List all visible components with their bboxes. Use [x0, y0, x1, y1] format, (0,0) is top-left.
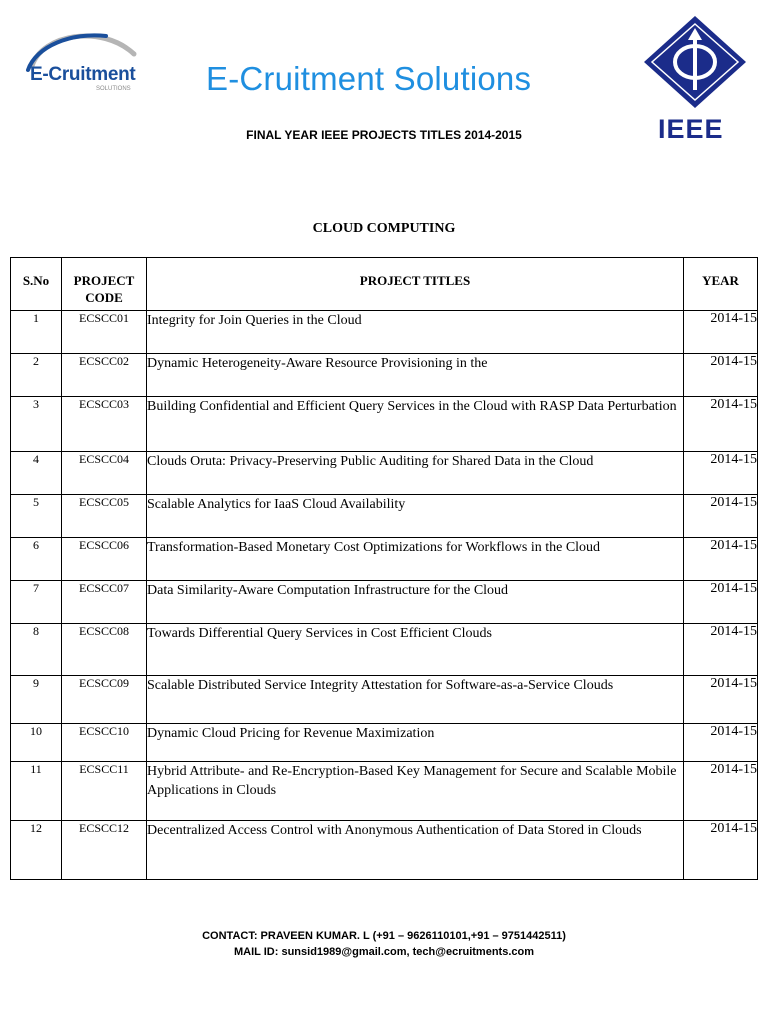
table-row [11, 676, 758, 724]
table-row [11, 724, 758, 762]
row-year: 2014-15 [684, 452, 758, 495]
footer-mail: MAIL ID: sunsid1989@gmail.com, tech@ecruitments.com [234, 946, 534, 958]
table-header-row [11, 258, 758, 311]
row-project-code: ECSCC02 [62, 354, 147, 397]
ieee-text: IEEE [658, 114, 724, 144]
row-project-code: ECSCC04 [62, 452, 147, 495]
row-project-title: Scalable Analytics for IaaS Cloud Availability [147, 495, 684, 538]
row-project-code: ECSCC06 [62, 538, 147, 581]
row-year: 2014-15 [684, 821, 758, 880]
row-project-title: Integrity for Join Queries in the Cloud [147, 311, 684, 354]
row-year: 2014-15 [684, 495, 758, 538]
column-header-year: YEAR [684, 258, 758, 311]
column-header-sno: S.No [11, 258, 62, 311]
row-sno: 10 [11, 724, 62, 762]
footer [0, 928, 768, 960]
row-project-title: Clouds Oruta: Privacy-Preserving Public Auditing for Shared Data in the Cloud [147, 452, 684, 495]
row-year: 2014-15 [684, 676, 758, 724]
row-year: 2014-15 [684, 762, 758, 821]
row-project-code: ECSCC12 [62, 821, 147, 880]
row-year: 2014-15 [684, 354, 758, 397]
row-year: 2014-15 [684, 581, 758, 624]
table-row [11, 581, 758, 624]
row-project-title: Towards Differential Query Services in Cost Efficient Clouds [147, 624, 684, 676]
row-sno: 9 [11, 676, 62, 724]
row-project-code: ECSCC08 [62, 624, 147, 676]
row-year: 2014-15 [684, 397, 758, 452]
table-row [11, 452, 758, 495]
row-project-code: ECSCC01 [62, 311, 147, 354]
ieee-diamond-icon [640, 14, 750, 110]
logo-text: E-Cruitment [30, 64, 136, 85]
row-project-title: Dynamic Cloud Pricing for Revenue Maximization [147, 724, 684, 762]
row-year: 2014-15 [684, 624, 758, 676]
row-sno: 6 [11, 538, 62, 581]
row-project-title: Building Confidential and Efficient Query Services in the Cloud with RASP Data Perturbation [147, 397, 684, 452]
row-project-title: Transformation-Based Monetary Cost Optimizations for Workflows in the Cloud [147, 538, 684, 581]
row-project-code: ECSCC11 [62, 762, 147, 821]
table-row [11, 397, 758, 452]
table-row [11, 762, 758, 821]
footer-contact: CONTACT: PRAVEEN KUMAR. L (+91 – 9626110101,+91 – 9751442511) [202, 930, 566, 942]
document-subtitle: FINAL YEAR IEEE PROJECTS TITLES 2014-2015 [246, 128, 522, 142]
row-sno: 11 [11, 762, 62, 821]
row-project-title: Hybrid Attribute- and Re-Encryption-Based Key Management for Secure and Scalable Mobile Applications in Clouds [147, 762, 684, 821]
table-row [11, 495, 758, 538]
table-row [11, 311, 758, 354]
row-project-code: ECSCC09 [62, 676, 147, 724]
row-project-code: ECSCC05 [62, 495, 147, 538]
table-row [11, 354, 758, 397]
row-project-title: Dynamic Heterogeneity-Aware Resource Provisioning in the [147, 354, 684, 397]
table-row [11, 624, 758, 676]
row-project-code: ECSCC07 [62, 581, 147, 624]
row-project-title: Decentralized Access Control with Anonymous Authentication of Data Stored in Clouds [147, 821, 684, 880]
table-row [11, 538, 758, 581]
e-cruitment-logo [22, 26, 152, 98]
row-sno: 5 [11, 495, 62, 538]
row-project-title: Scalable Distributed Service Integrity Attestation for Software-as-a-Service Clouds [147, 676, 684, 724]
company-title: E-Cruitment Solutions [206, 60, 532, 97]
logo-swoosh-icon [22, 26, 152, 98]
logo-subtext: SOLUTIONS [96, 86, 131, 92]
row-sno: 12 [11, 821, 62, 880]
table-row [11, 821, 758, 880]
row-project-title: Data Similarity-Aware Computation Infrastructure for the Cloud [147, 581, 684, 624]
row-sno: 4 [11, 452, 62, 495]
row-project-code: ECSCC10 [62, 724, 147, 762]
ieee-logo [640, 14, 750, 146]
row-sno: 8 [11, 624, 62, 676]
section-heading: CLOUD COMPUTING [312, 221, 456, 236]
row-sno: 1 [11, 311, 62, 354]
row-sno: 2 [11, 354, 62, 397]
row-project-code: ECSCC03 [62, 397, 147, 452]
projects-table [10, 257, 758, 880]
row-year: 2014-15 [684, 724, 758, 762]
column-header-project-code: PROJECT CODE [62, 258, 147, 311]
column-header-project-titles: PROJECT TITLES [147, 258, 684, 311]
row-year: 2014-15 [684, 538, 758, 581]
row-year: 2014-15 [684, 311, 758, 354]
row-sno: 7 [11, 581, 62, 624]
row-sno: 3 [11, 397, 62, 452]
